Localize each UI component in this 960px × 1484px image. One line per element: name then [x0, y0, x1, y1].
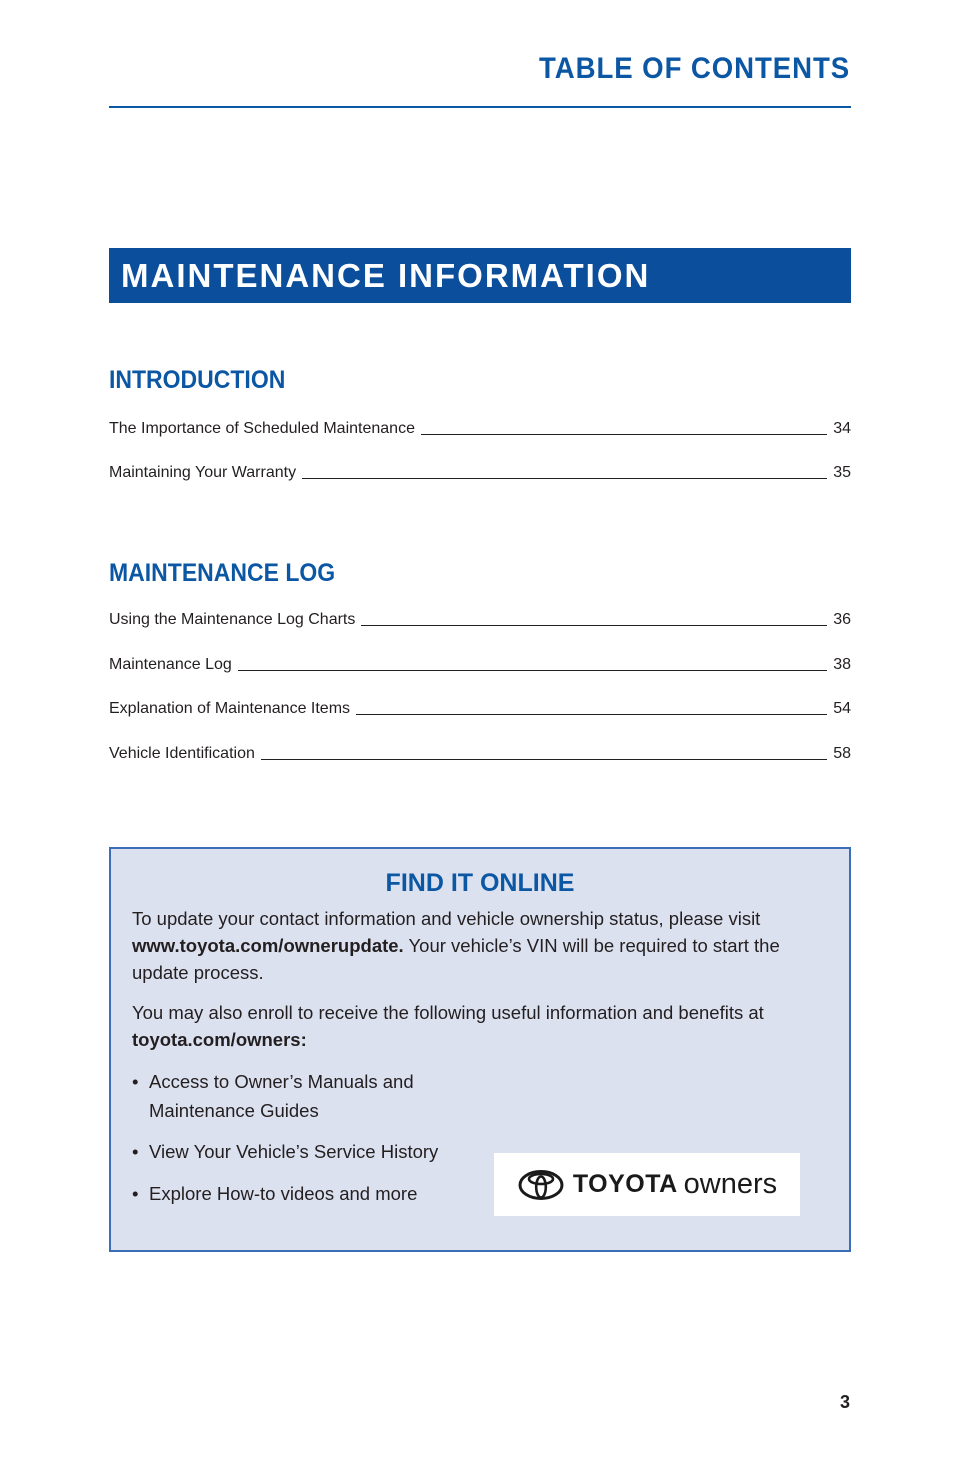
- toyota-owners-logo: [494, 1153, 800, 1216]
- toc-entry[interactable]: [109, 739, 851, 763]
- toc-entry-label: Vehicle Identification: [109, 745, 255, 762]
- toc-entry-page: 38: [833, 656, 851, 673]
- logo-brand-text: TOYOTA: [572, 1170, 678, 1198]
- enroll-paragraph: [132, 999, 822, 1053]
- toc-entry-page: 35: [833, 464, 851, 481]
- toc-entry-label: The Importance of Scheduled Maintenance: [109, 420, 415, 437]
- toc-entry-label: Maintenance Log: [109, 656, 232, 673]
- benefit-text-cont: Maintenance Guides: [149, 1100, 319, 1121]
- dot-leader: [261, 759, 827, 760]
- toc-entry-page: 34: [833, 420, 851, 437]
- bullet-dot: •: [132, 1141, 139, 1162]
- benefit-text: View Your Vehicle’s Service History: [149, 1141, 439, 1162]
- toc-entry[interactable]: [109, 694, 851, 718]
- toc-entry[interactable]: [109, 605, 851, 629]
- toc-entry-page: 58: [833, 745, 851, 762]
- toc-entry-label: Explanation of Maintenance Items: [109, 700, 351, 717]
- toc-entry-page: 54: [833, 700, 851, 717]
- toc-entry-page: 36: [833, 611, 851, 628]
- section-heading-introduction: INTRODUCTION: [109, 366, 286, 394]
- dot-leader: [361, 625, 827, 626]
- benefit-bullet: [132, 1179, 492, 1208]
- toc-entry-label: Maintaining Your Warranty: [109, 464, 297, 481]
- dot-leader: [356, 714, 827, 715]
- owner-update-link[interactable]: www.toyota.com/ownerupdate.: [132, 935, 404, 956]
- benefit-text: Explore How-to videos and more: [149, 1183, 418, 1204]
- section-banner: MAINTENANCE INFORMATION: [109, 248, 851, 303]
- page-title: TABLE OF CONTENTS: [538, 52, 850, 85]
- section-heading-maintenance-log: MAINTENANCE LOG: [109, 559, 336, 587]
- toc-entry-label: Using the Maintenance Log Charts: [109, 611, 356, 628]
- find-it-online-box: [109, 847, 851, 1252]
- toc-entry[interactable]: [109, 458, 851, 482]
- benefit-bullet: [132, 1067, 492, 1125]
- logo-owners-text: owners: [683, 1168, 778, 1200]
- toc-entry[interactable]: [109, 650, 851, 674]
- dot-leader: [421, 434, 827, 435]
- toyota-emblem-icon: [517, 1169, 565, 1201]
- find-it-online-title: FIND IT ONLINE: [385, 869, 575, 897]
- benefit-bullet: [132, 1137, 492, 1166]
- page-number: 3: [839, 1392, 850, 1412]
- dot-leader: [302, 478, 827, 479]
- bullet-dot: •: [132, 1183, 139, 1204]
- dot-leader: [238, 670, 827, 671]
- bullet-dot: •: [132, 1071, 139, 1092]
- owners-link[interactable]: toyota.com/owners:: [132, 1029, 307, 1050]
- benefit-text: Access to Owner’s Manuals and: [149, 1071, 414, 1092]
- update-paragraph: [132, 905, 822, 986]
- update-text-end: Your vehicle’s VIN will be required to start the update process.: [132, 935, 780, 983]
- toc-entry[interactable]: [109, 414, 851, 438]
- update-text-start: To update your contact information and vehicle ownership status, please visit: [132, 908, 761, 929]
- title-rule: [109, 106, 851, 108]
- enroll-text: You may also enroll to receive the following useful information and benefits at: [132, 1002, 764, 1023]
